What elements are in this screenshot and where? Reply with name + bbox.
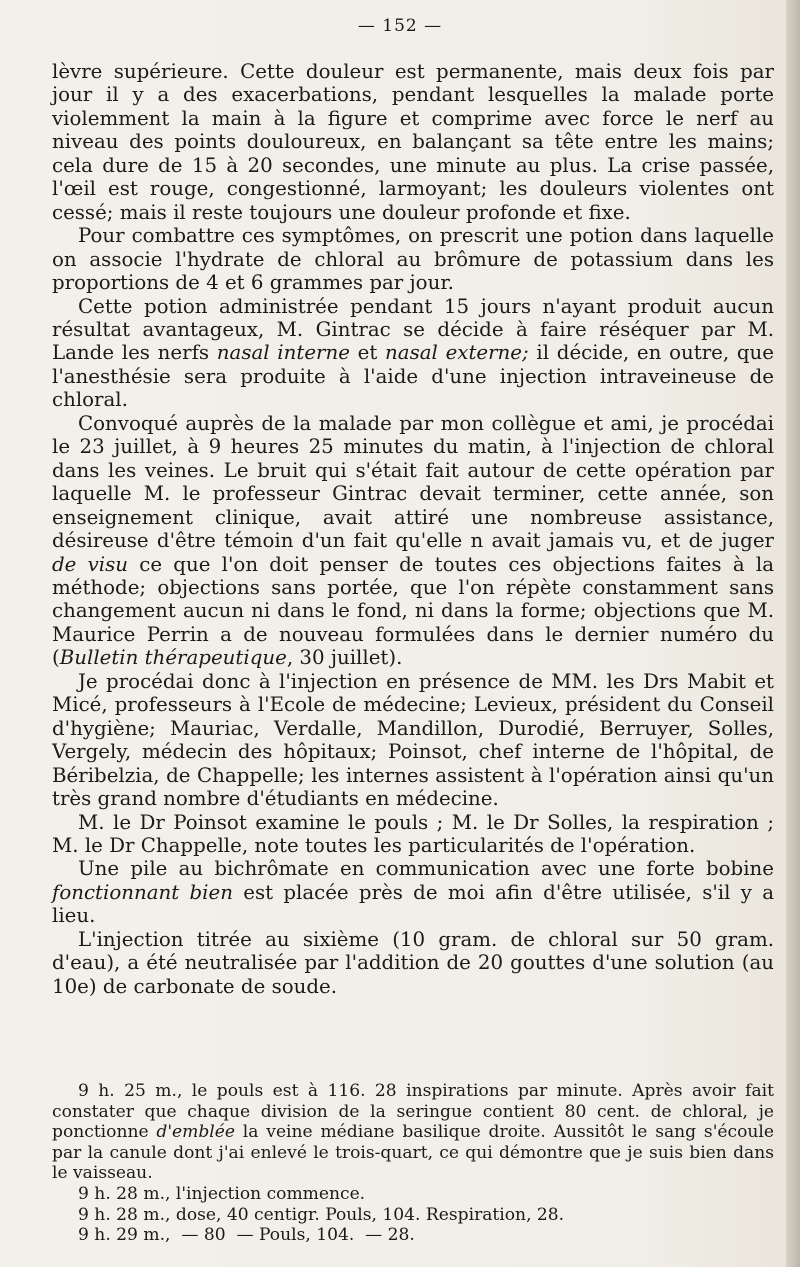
paragraph-8	[52, 928, 774, 998]
main-text	[52, 60, 774, 998]
text-run: Je procédai donc à l'injection en présence de MM. les Drs Mabit et Micé, professeurs à l'Ecole de médecine; Levieux, président du Conseil d'hygiène; Mauriac, Verdalle, Mandillon, Durodié, Berruyer, Solles, Vergely, médecin des hôpitaux; Poinsot, chef interne de l'hôpital, de Béribelzia, de Chappelle; les internes assistent à l'opération ainsi qu'un très grand nombre d'étudiants en médecine.	[52, 669, 774, 811]
text-run: la veine médiane basilique droite. Aussitôt le sang s'écoule par la canule dont j'ai enlevé le trois-quart, ce qui démontre que je suis bien dans le vaisseau.	[52, 1122, 774, 1184]
italic-phrase: Bulletin thérapeutique	[59, 646, 287, 670]
text-run: Pour combattre ces symptômes, on prescrit une potion dans laquelle on associe l'hydrate de chloral au brômure de potassium dans les proportions de 4 et 6 grammes par jour.	[52, 224, 774, 295]
page-edge	[786, 0, 800, 1267]
text-run: 9 h. 25 m., le pouls est à 116. 28 inspirations par minute. Après avoir fait constater que chaque division de la seringue contient 80 cent. de chloral, je ponctionne	[52, 1081, 774, 1143]
paragraph-1	[52, 60, 774, 224]
small-paragraph	[52, 1081, 774, 1184]
paragraph-6	[52, 811, 774, 858]
italic-phrase: nasal externe;	[385, 341, 529, 365]
log-line: 9 h. 28 m., l'injection commence.	[78, 1183, 366, 1204]
italic-phrase: d'emblée	[156, 1122, 235, 1143]
log-line: 9 h. 28 m., dose, 40 centigr. Pouls, 104. Respiration, 28.	[78, 1204, 565, 1225]
text-run: L'injection titrée au sixième (10 gram. de chloral sur 50 gram. d'eau), a été neutralisée par l'addition de 20 gouttes d'une solution (au 10e) de carbonate de soude.	[52, 927, 774, 998]
text-run: M. le Dr Poinsot examine le pouls ; M. le Dr Solles, la respiration ; M. le Dr Chappelle, note toutes les particularités de l'opération.	[52, 810, 774, 857]
log-line: 9 h. 29 m., — 80 — Pouls, 104. — 28.	[78, 1225, 415, 1246]
text-run: , 30 juillet).	[286, 646, 403, 670]
paragraph-2	[52, 224, 774, 294]
paragraph-4	[52, 412, 774, 670]
italic-phrase: de visu	[52, 552, 129, 576]
paragraph-7	[52, 857, 774, 927]
italic-phrase: fonctionnant bien	[52, 880, 233, 904]
text-run: il décide, en outre, que l'anesthésie sera produite à l'aide d'une injection intraveineuse de chloral.	[52, 341, 774, 412]
text-run: ce que l'on doit penser de toutes ces objections faites à la méthode; objections sans portée, que l'on répète constamment sans changement aucun ni dans le fond, ni dans la forme; objections que M. Maurice Perrin a de nouveau formulées dans le dernier numéro du (	[52, 552, 774, 670]
paragraph-5	[52, 670, 774, 811]
text-run: et	[349, 341, 386, 365]
page-number: — 152 —	[357, 16, 443, 36]
text-run: Une pile au bichrômate en communication avec une forte bobine	[78, 857, 774, 881]
text-run: lèvre supérieure. Cette douleur est permanente, mais deux fois par jour il y a des exacerbations, pendant lesquelles la malade porte violemment la main à la figure et comprime avec force le nerf au niveau des points douloureux, en balançant sa tête entre les mains; cela dure de 15 à 20 secondes, une minute au plus. La crise passée, l'œil est rouge, congestionné, larmoyant; les douleurs violentes ont cessé; mais il reste toujours une douleur profonde et fixe.	[52, 60, 774, 224]
text-run: Convoqué auprès de la malade par mon collègue et ami, je procédai le 23 juillet, à 9 heures 25 minutes du matin, à l'injection de chloral dans les veines. Le bruit qui s'était fait autour de cette opération par laquelle M. le professeur Gintrac devait terminer, cette année, son enseignement clinique, avait attiré une nombreuse assistance, désireuse d'être témoin d'un fait qu'elle n avait jamais vu, et de juger	[52, 411, 774, 553]
text-run: Cette potion administrée pendant 15 jours n'ayant produit aucun résultat avantageux, M. Gintrac se décide à faire réséquer par M. Lande les nerfs	[52, 294, 774, 365]
italic-phrase: nasal interne	[216, 341, 350, 365]
observation-notes	[52, 1081, 774, 1246]
text-run: est placée près de moi afin d'être utilisée, s'il y a lieu.	[52, 880, 775, 928]
paragraph-3	[52, 295, 774, 412]
